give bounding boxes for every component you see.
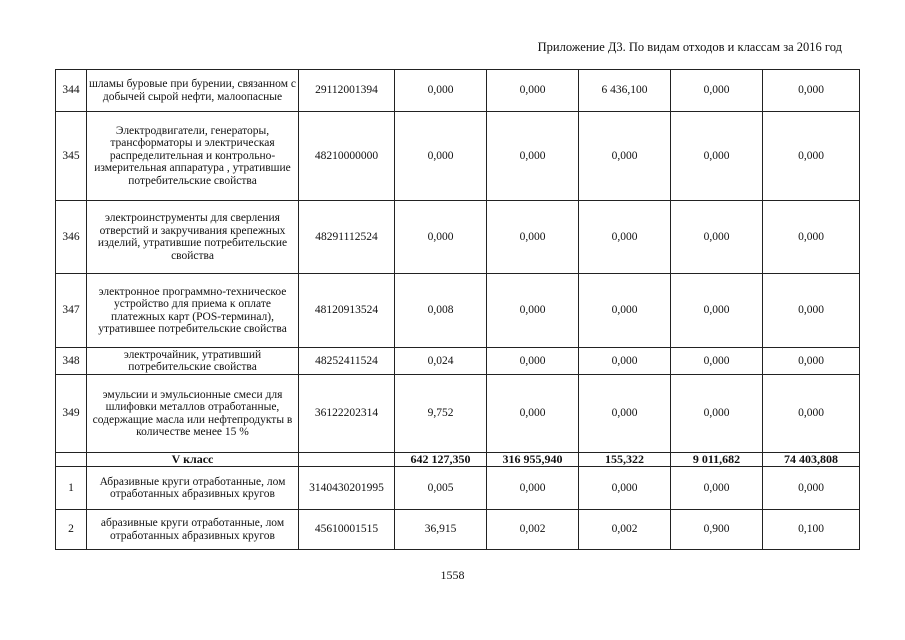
- waste-name: Электродвигатели, генераторы, трансформаторы и электрическая распределительная и контрольно-измерительная аппаратура , утратившие потребительские свойства: [87, 112, 299, 201]
- row-number: 345: [56, 112, 87, 201]
- value-5: 0,000: [763, 274, 860, 348]
- waste-name: шламы буровые при бурении, связанном с добычей сырой нефти, малоопасные: [87, 70, 299, 112]
- waste-name: абразивные круги отработанные, лом отработанных абразивных кругов: [87, 510, 299, 550]
- value-5: 0,100: [763, 510, 860, 550]
- waste-code: 3140430201995: [299, 467, 395, 510]
- value-2: 0,002: [487, 510, 579, 550]
- class-name: V класс: [87, 453, 299, 467]
- value-5: 0,000: [763, 70, 860, 112]
- value-2: 316 955,940: [487, 453, 579, 467]
- waste-code: 48291112524: [299, 201, 395, 274]
- value-4: 0,000: [671, 112, 763, 201]
- waste-name: эмульсии и эмульсионные смеси для шлифовки металлов отработанные, содержащие масла или нефтепродукты в количестве менее 15 %: [87, 375, 299, 453]
- value-5: 0,000: [763, 112, 860, 201]
- table-row: [56, 375, 860, 453]
- value-1: 0,008: [395, 274, 487, 348]
- value-4: 0,000: [671, 201, 763, 274]
- value-1: 36,915: [395, 510, 487, 550]
- row-number: 349: [56, 375, 87, 453]
- value-1: 0,000: [395, 112, 487, 201]
- waste-name: электрочайник, утративший потребительские свойства: [87, 348, 299, 375]
- value-3: 155,322: [579, 453, 671, 467]
- waste-name: электронное программно-техническое устройство для приема к оплате платежных карт (POS-терминал), утратившее потребительские свойства: [87, 274, 299, 348]
- waste-code: 48252411524: [299, 348, 395, 375]
- row-number: 344: [56, 70, 87, 112]
- table-row: [56, 201, 860, 274]
- value-2: 0,000: [487, 274, 579, 348]
- value-4: 0,000: [671, 70, 763, 112]
- value-4: 0,000: [671, 348, 763, 375]
- row-number: 347: [56, 274, 87, 348]
- value-4: 9 011,682: [671, 453, 763, 467]
- row-number: 2: [56, 510, 87, 550]
- value-4: 0,900: [671, 510, 763, 550]
- waste-name: электроинструменты для сверления отверстий и закручивания крепежных изделий, утратившие потребительские свойства: [87, 201, 299, 274]
- page-number: 1558: [440, 568, 465, 582]
- page-header-title: Приложение Д3. По видам отходов и классам за 2016 год: [537, 40, 842, 54]
- value-2: 0,000: [487, 201, 579, 274]
- waste-code: 36122202314: [299, 375, 395, 453]
- waste-table: [55, 69, 860, 550]
- value-3: 0,000: [579, 375, 671, 453]
- value-1: 0,000: [395, 70, 487, 112]
- value-2: 0,000: [487, 467, 579, 510]
- waste-code: 48120913524: [299, 274, 395, 348]
- value-3: 0,000: [579, 348, 671, 375]
- table-row: [56, 70, 860, 112]
- table-row: [56, 467, 860, 510]
- table-row: [56, 112, 860, 201]
- value-2: 0,000: [487, 70, 579, 112]
- value-2: 0,000: [487, 348, 579, 375]
- value-5: 74 403,808: [763, 453, 860, 467]
- value-5: 0,000: [763, 348, 860, 375]
- table-row: [56, 510, 860, 550]
- value-5: 0,000: [763, 375, 860, 453]
- table-row: [56, 348, 860, 375]
- row-number: 1: [56, 467, 87, 510]
- value-5: 0,000: [763, 201, 860, 274]
- waste-code: 29112001394: [299, 70, 395, 112]
- waste-code: 45610001515: [299, 510, 395, 550]
- value-2: 0,000: [487, 112, 579, 201]
- value-4: 0,000: [671, 375, 763, 453]
- value-3: 0,000: [579, 112, 671, 201]
- value-3: 0,000: [579, 201, 671, 274]
- class-total-row: [56, 453, 860, 467]
- row-number: 346: [56, 201, 87, 274]
- value-5: 0,000: [763, 467, 860, 510]
- value-3: 0,000: [579, 274, 671, 348]
- value-1: 9,752: [395, 375, 487, 453]
- value-4: 0,000: [671, 274, 763, 348]
- waste-code: 48210000000: [299, 112, 395, 201]
- value-1: 642 127,350: [395, 453, 487, 467]
- waste-code: [299, 453, 395, 467]
- table-row: [56, 274, 860, 348]
- row-number: [56, 453, 87, 467]
- value-1: 0,024: [395, 348, 487, 375]
- value-1: 0,005: [395, 467, 487, 510]
- value-2: 0,000: [487, 375, 579, 453]
- value-3: 0,000: [579, 467, 671, 510]
- waste-name: Абразивные круги отработанные, лом отработанных абразивных кругов: [87, 467, 299, 510]
- value-3: 0,002: [579, 510, 671, 550]
- value-1: 0,000: [395, 201, 487, 274]
- value-4: 0,000: [671, 467, 763, 510]
- row-number: 348: [56, 348, 87, 375]
- value-3: 6 436,100: [579, 70, 671, 112]
